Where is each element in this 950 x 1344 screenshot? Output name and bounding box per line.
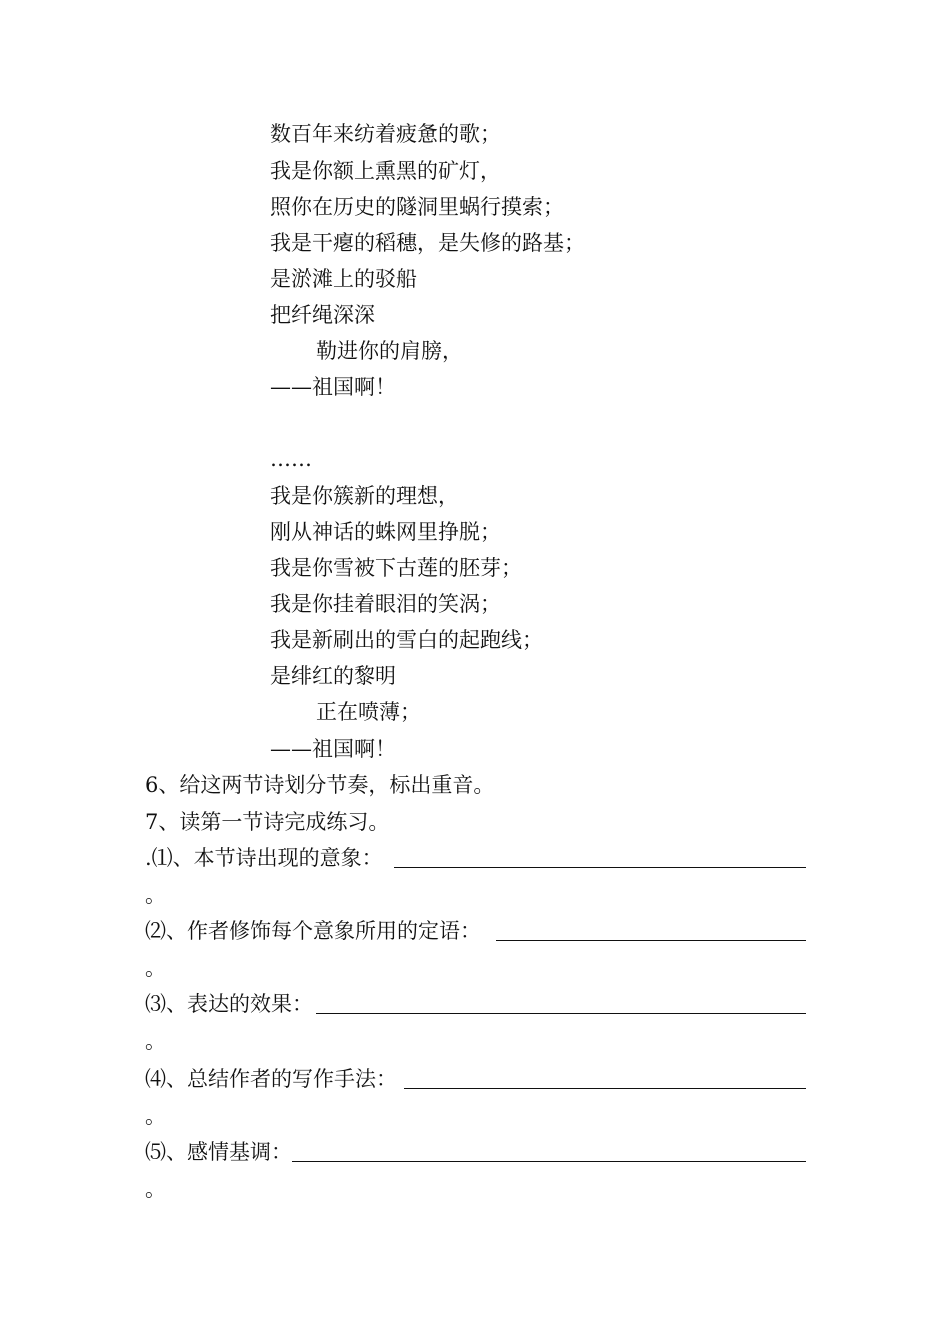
poem-line: 勒进你的肩膀，: [316, 339, 463, 363]
poem-line: 我是你雪被下古莲的胚芽；: [270, 556, 522, 580]
poem-line: 照你在历史的隧洞里蜗行摸索；: [270, 195, 564, 219]
subquestion-3-end: 。: [145, 1029, 166, 1053]
poem-line: 是绯红的黎明: [270, 664, 396, 688]
poem-line: 我是新刷出的雪白的起跑线；: [270, 628, 543, 652]
subquestion-4-label: ⑷、总结作者的写作手法：: [145, 1067, 397, 1091]
poem-refrain: ——祖国啊！: [270, 737, 396, 761]
poem-line: 把纤绳深深: [270, 303, 375, 327]
poem-line: 数百年来纺着疲惫的歌；: [270, 122, 501, 146]
subquestion-4-end: 。: [145, 1104, 166, 1128]
poem-refrain: ——祖国啊！: [270, 375, 396, 399]
answer-line-5[interactable]: [292, 1161, 806, 1162]
question-6: 6、给这两节诗划分节奏，标出重音。: [145, 773, 495, 797]
poem-line: 我是你挂着眼泪的笑涡；: [270, 592, 501, 616]
subquestion-1-label: .⑴、本节诗出现的意象：: [145, 846, 383, 870]
subquestion-3-label: ⑶、表达的效果：: [145, 992, 313, 1016]
poem-line: 我是干瘪的稻穗，是失修的路基；: [270, 231, 585, 255]
subquestion-5-end: 。: [145, 1177, 166, 1201]
answer-line-2[interactable]: [496, 940, 806, 941]
answer-line-4[interactable]: [404, 1088, 806, 1089]
answer-line-3[interactable]: [316, 1013, 806, 1014]
poem-line: 正在喷薄；: [316, 700, 421, 724]
poem-line: 我是你额上熏黑的矿灯，: [270, 159, 501, 183]
poem-line: 是淤滩上的驳船: [270, 267, 417, 291]
poem-ellipsis: ……: [270, 447, 312, 471]
subquestion-1-end: 。: [145, 883, 166, 907]
subquestion-2-label: ⑵、作者修饰每个意象所用的定语：: [145, 919, 481, 943]
poem-line: 我是你簇新的理想，: [270, 484, 459, 508]
question-7: 7、读第一节诗完成练习。: [145, 810, 390, 834]
subquestion-2-end: 。: [145, 956, 166, 980]
poem-line: 刚从神话的蛛网里挣脱；: [270, 520, 501, 544]
answer-line-1[interactable]: [394, 867, 806, 868]
subquestion-5-label: ⑸、感情基调：: [145, 1140, 292, 1164]
